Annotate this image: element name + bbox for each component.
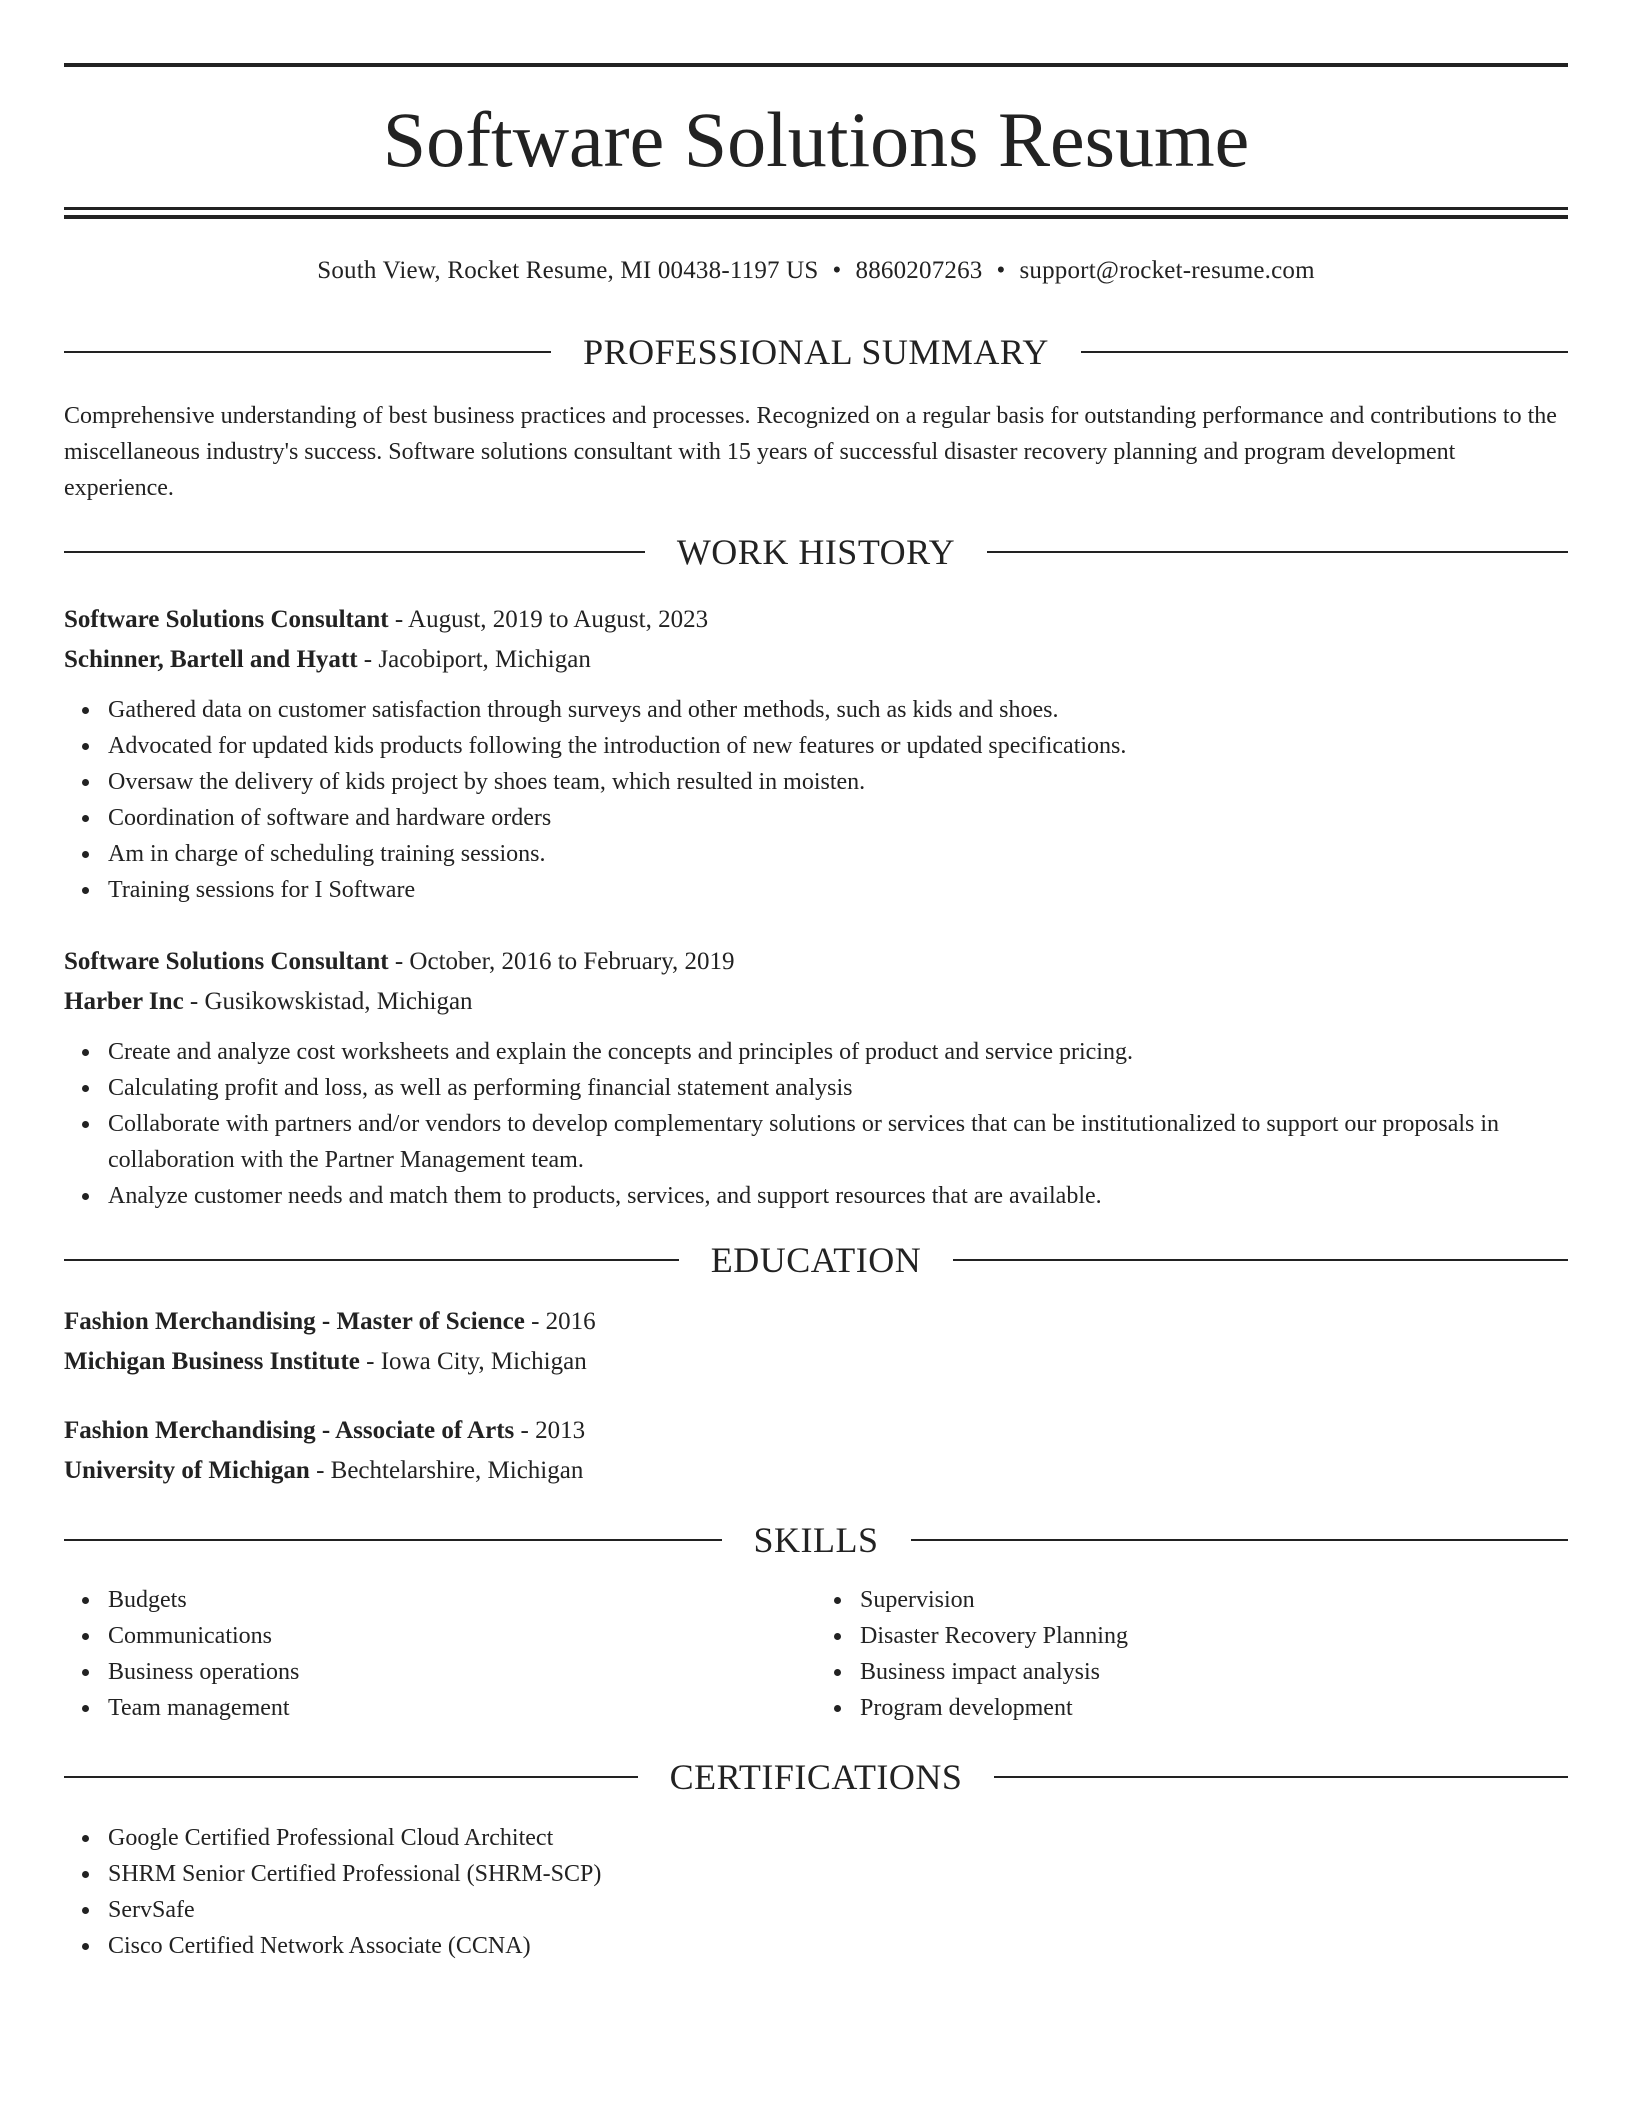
section-title: CERTIFICATIONS (669, 1757, 963, 1797)
certifications-list (64, 1820, 1568, 1964)
contact-phone: 8860207263 (855, 257, 983, 284)
skills-column-right (816, 1582, 1568, 1726)
job-title-line (64, 942, 1568, 982)
skills-column-left (64, 1582, 816, 1726)
heading-rule (64, 1539, 722, 1541)
summary-text: Comprehensive understanding of best business practices and processes. Recognized on a regular basis for outstanding performance and contributions to the miscellaneous industry's success. Software solutions consultant with 15 years of successful disaster recovery planning and program development experience. (64, 403, 1557, 501)
section-title: SKILLS (753, 1520, 879, 1560)
list-item: Analyze customer needs and match them to products, services, and support resources that are available. (108, 1178, 1568, 1214)
job-company: Harber Inc (64, 988, 184, 1015)
heading-rule (987, 551, 1568, 553)
section-heading-summary (64, 330, 1568, 374)
list-item: SHRM Senior Certified Professional (SHRM-SCP) (108, 1856, 1568, 1892)
job-location: - Jacobiport, Michigan (357, 646, 591, 673)
heading-rule (64, 1259, 679, 1261)
list-item: Program development (860, 1690, 1568, 1726)
job-entry (64, 600, 1568, 908)
list-item: Disaster Recovery Planning (860, 1618, 1568, 1654)
job-company: Schinner, Bartell and Hyatt (64, 646, 358, 673)
contact-line (64, 254, 1568, 288)
list-item: Supervision (860, 1582, 1568, 1618)
contact-separator: • (996, 257, 1006, 284)
section-title: PROFESSIONAL SUMMARY (583, 332, 1049, 372)
job-location: - Gusikowskistad, Michigan (183, 988, 473, 1015)
list-item: Business impact analysis (860, 1654, 1568, 1690)
job-bullets (64, 1034, 1568, 1214)
section-heading-skills (64, 1518, 1568, 1562)
list-item: Budgets (108, 1582, 816, 1618)
heading-rule (1081, 351, 1568, 353)
list-item: Training sessions for I Software (108, 872, 1568, 908)
contact-separator: • (832, 257, 842, 284)
list-item: Communications (108, 1618, 816, 1654)
job-dates: - October, 2016 to February, 2019 (388, 948, 735, 975)
heading-rule (64, 551, 645, 553)
school-location: - Iowa City, Michigan (359, 1348, 587, 1375)
school-line (64, 1451, 1568, 1491)
section-title: EDUCATION (710, 1240, 922, 1280)
heading-rule (64, 351, 551, 353)
job-role: Software Solutions Consultant (64, 606, 389, 633)
contact-email[interactable]: support@rocket-resume.com (1019, 257, 1315, 284)
section-title: WORK HISTORY (676, 532, 956, 572)
job-role: Software Solutions Consultant (64, 948, 389, 975)
degree-line (64, 1411, 1568, 1451)
list-item: Advocated for updated kids products following the introduction of new features or updated specifications. (108, 728, 1568, 764)
section-heading-work (64, 530, 1568, 574)
title-rule-lower (64, 215, 1568, 219)
job-entry (64, 942, 1568, 1214)
education-entry (64, 1411, 1568, 1491)
degree-name: Fashion Merchandising - Associate of Arts (64, 1417, 515, 1444)
list-item: Create and analyze cost worksheets and explain the concepts and principles of product and service pricing. (108, 1034, 1568, 1070)
heading-rule (953, 1259, 1568, 1261)
degree-name: Fashion Merchandising - Master of Science (64, 1308, 525, 1335)
top-rule (64, 63, 1568, 67)
heading-rule (994, 1776, 1568, 1778)
list-item: Calculating profit and loss, as well as performing financial statement analysis (108, 1070, 1568, 1106)
skills-list (64, 1582, 1568, 1726)
list-item: Gathered data on customer satisfaction through surveys and other methods, such as kids and shoes. (108, 692, 1568, 728)
degree-line (64, 1302, 1568, 1342)
job-company-line (64, 640, 1568, 680)
degree-year: - 2013 (514, 1417, 586, 1444)
list-item: Coordination of software and hardware orders (108, 800, 1568, 836)
list-item: Team management (108, 1690, 816, 1726)
section-heading-certifications (64, 1755, 1568, 1799)
list-item: Google Certified Professional Cloud Architect (108, 1820, 1568, 1856)
school-name: University of Michigan (64, 1457, 310, 1484)
list-item: Am in charge of scheduling training sessions. (108, 836, 1568, 872)
job-bullets (64, 692, 1568, 908)
list-item: Oversaw the delivery of kids project by shoes team, which resulted in moisten. (108, 764, 1568, 800)
list-item: Business operations (108, 1654, 816, 1690)
certifications-bullets (64, 1820, 1568, 1964)
contact-address: South View, Rocket Resume, MI 00438-1197 US (317, 257, 819, 284)
list-item: ServSafe (108, 1892, 1568, 1928)
list-item: Collaborate with partners and/or vendors to develop complementary solutions or services that can be institutionalized to support our proposals in collaboration with the Partner Management team. (108, 1106, 1568, 1178)
school-line (64, 1342, 1568, 1382)
school-location: - Bechtelarshire, Michigan (309, 1457, 584, 1484)
job-title-line (64, 600, 1568, 640)
job-company-line (64, 982, 1568, 1022)
heading-rule (911, 1539, 1569, 1541)
section-heading-education (64, 1238, 1568, 1282)
job-dates: - August, 2019 to August, 2023 (388, 606, 709, 633)
education-entry (64, 1302, 1568, 1382)
degree-year: - 2016 (524, 1308, 596, 1335)
heading-rule (64, 1776, 638, 1778)
school-name: Michigan Business Institute (64, 1348, 360, 1375)
list-item: Cisco Certified Network Associate (CCNA) (108, 1928, 1568, 1964)
title-rule-upper (64, 207, 1568, 210)
resume-title: Software Solutions Resume (382, 96, 1250, 183)
